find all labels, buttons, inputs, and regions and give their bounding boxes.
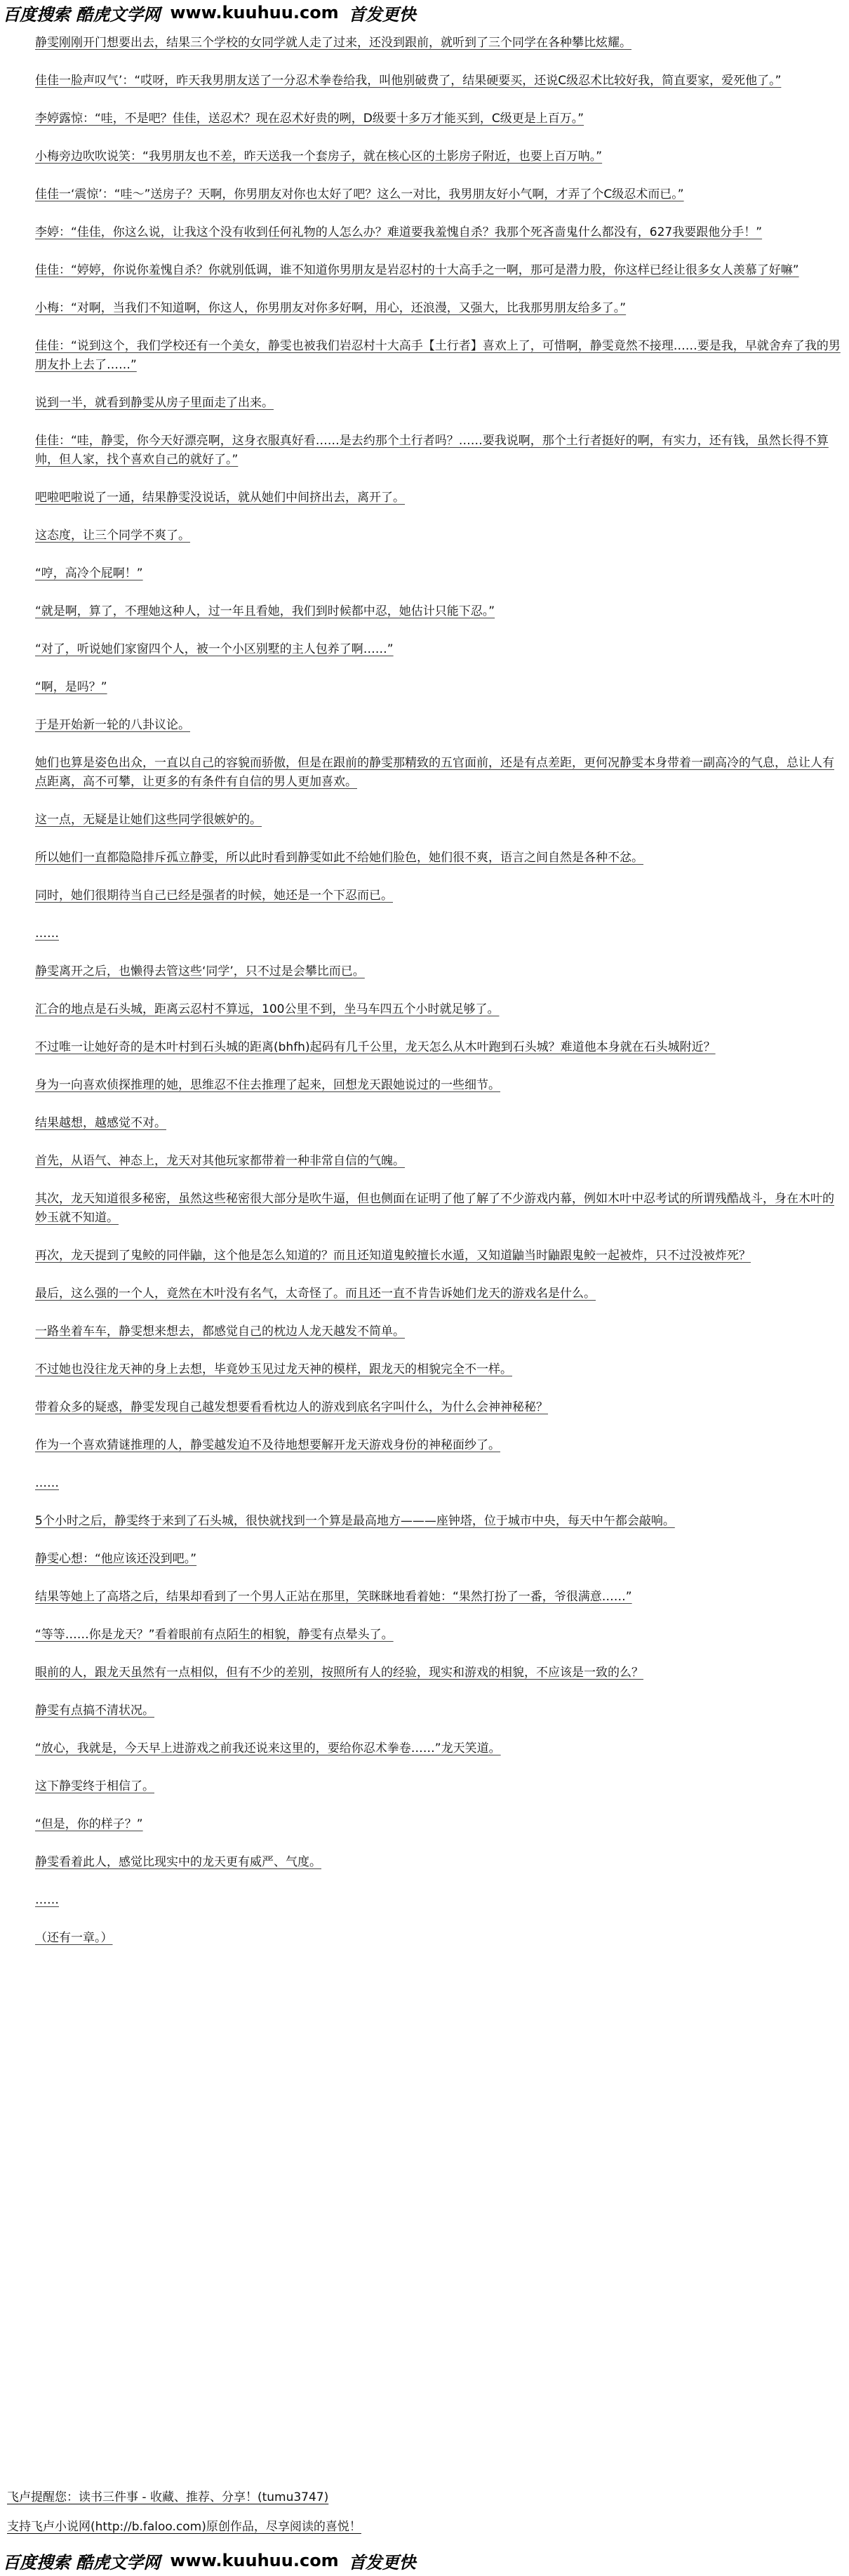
site-logo-text: 百度搜索 酷虎文学网	[3, 4, 161, 25]
paragraph: 其次，龙天知道很多秘密，虽然这些秘密很大部分是吹牛逼，但也侧面在证明了他了解了不少游戏内幕，例如木叶中忍考试的所谓残酷战斗，身在木叶的妙玉就不知道。	[35, 1192, 834, 1225]
paragraph: 汇合的地点是石头城，距离云忍村不算远，100公里不到，坐马车四五个小时就足够了。	[35, 1002, 500, 1016]
header-banner	[0, 0, 849, 25]
paragraph: 结果等她上了高塔之后，结果却看到了一个男人正站在那里，笑眯眯地看着她：“果然打扮了一番，爷很满意……”	[35, 1590, 632, 1604]
paragraph: 所以她们一直都隐隐排斥孤立静雯，所以此时看到静雯如此不给她们脸色，她们很不爽，语言之间自然是各种不忿。	[35, 851, 643, 865]
paragraph: 佳佳：“哇，静雯，你今天好漂亮啊，这身衣服真好看……是去约那个土行者吗？……要我说啊，那个土行者挺好的啊，有实力，还有钱，虽然长得不算帅，但人家，找个喜欢自己的就好了。”	[35, 434, 829, 467]
paragraph: 再次，龙天提到了鬼鲛的同伴鼬，这个他是怎么知道的？而且还知道鬼鲛擅长水遁，又知道鼬当时鼬跟鬼鲛一起被炸，只不过没被炸死？	[35, 1249, 751, 1263]
paragraph: 小梅旁边吹吹说笑：“我男朋友也不差，昨天送我一个套房子，就在核心区的土影房子附近，也要上百万呐。”	[35, 150, 603, 164]
paragraph: 首先，从语气、神态上，龙天对其他玩家都带着一种非常自信的气魄。	[35, 1154, 405, 1168]
paragraph: “对了，听说她们家窗四个人，被一个小区别墅的主人包养了啊……”	[35, 642, 394, 656]
paragraph: 不过唯一让她好奇的是木叶村到石头城的距离(bhfh)起码有几千公里，龙天怎么从木叶跑到石头城？难道他本身就在石头城附近？	[35, 1040, 716, 1054]
paragraph: 静雯离开之后，也懒得去管这些‘同学’，只不过是会攀比而已。	[35, 964, 365, 978]
paragraph: 她们也算是姿色出众，一直以自己的容貌而骄傲，但是在跟前的静雯那精致的五官面前，还是有点差距，更何况静雯本身带着一副高冷的气息，总让人有点距离，高不可攀，让更多的有条件有自信的男人更加喜欢。	[35, 756, 834, 789]
paragraph: 不过她也没往龙天神的身上去想，毕竟妙玉见过龙天神的模样，跟龙天的相貌完全不一样。	[35, 1362, 512, 1376]
paragraph: 身为一向喜欢侦探推理的她，思维忍不住去推理了起来，回想龙天跟她说过的一些细节。	[35, 1078, 500, 1092]
paragraph: 李婷露惊：“哇，不是吧？佳佳，送忍术？现在忍术好贵的咧，D级要十多万才能买到，C级更是上百万。”	[35, 112, 584, 126]
paragraph: “等等……你是龙天？”看着眼前有点陌生的相貌，静雯有点晕头了。	[35, 1628, 394, 1642]
paragraph: “但是，你的样子？”	[35, 1817, 143, 1831]
paragraph: 5个小时之后，静雯终于来到了石头城，很快就找到一个算是最高地方———座钟塔，位于城市中央，每天中午都会敲响。	[35, 1514, 675, 1528]
paragraph: 静雯看着此人，感觉比现实中的龙天更有威严、气度。	[35, 1855, 321, 1869]
paragraph: 静雯有点搞不清状况。	[35, 1704, 154, 1718]
paragraph: 眼前的人，跟龙天虽然有一点相似，但有不少的差别，按照所有人的经验，现实和游戏的相貌，不应该是一致的么？	[35, 1666, 643, 1680]
paragraph: 佳佳：“婷婷，你说你羞愧自杀？你就别低调，谁不知道你男朋友是岩忍村的十大高手之一啊，那可是潜力股，你这样已经让很多女人羡慕了好嘛”	[35, 263, 799, 277]
paragraph: 这一点，无疑是让她们这些同学很嫉妒的。	[35, 813, 262, 827]
paragraph: 结果越想，越感觉不对。	[35, 1116, 166, 1130]
paragraph: 李婷：“佳佳，你这么说，让我这个没有收到任何礼物的人怎么办？难道要我羞愧自杀？我那个死吝啬鬼什么都没有，627我要跟他分手！”	[35, 225, 763, 239]
paragraph: 这态度，让三个同学不爽了。	[35, 529, 190, 543]
paragraph: 作为一个喜欢猜谜推理的人，静雯越发迫不及待地想要解开龙天游戏身份的神秘面纱了。	[35, 1438, 500, 1452]
paragraph: ……	[35, 1476, 59, 1490]
paragraph: 静雯心想：“他应该还没到吧。”	[35, 1552, 197, 1566]
paragraph: “就是啊，算了，不理她这种人，过一年且看她，我们到时候都中忍，她估计只能下忍。”	[35, 604, 495, 618]
paragraph: 佳佳一‘震惊’：“哇～”送房子？天啊，你男朋友对你也太好了吧？这么一对比，我男朋友好小气啊，才弄了个C级忍术而已。”	[35, 187, 684, 201]
site-url-link[interactable]: www.kuuhuu.com	[170, 2551, 339, 2570]
footer-banner	[0, 2548, 849, 2573]
paragraph: “哼，高冷个屁啊！”	[35, 566, 143, 580]
paragraph: “啊，是吗？”	[35, 680, 107, 694]
paragraph: 最后，这么强的一个人，竟然在木叶没有名气，太奇怪了。而且还一直不肯告诉她们龙天的游戏名是什么。	[35, 1287, 596, 1301]
paragraph: 同时，她们很期待当自己已经是强者的时候，她还是一个下忍而已。	[35, 889, 393, 903]
paragraph: ……	[35, 927, 59, 941]
footer-support-link[interactable]: 支持飞卢小说网(http://b.faloo.com)原创作品，尽享阅读的喜悦！	[7, 2520, 361, 2534]
site-logo-text: 百度搜索 酷虎文学网	[3, 2551, 161, 2572]
paragraph: 带着众多的疑惑，静雯发现自己越发想要看看枕边人的游戏到底名字叫什么，为什么会神神秘秘？	[35, 1400, 548, 1414]
footer-reminder: 飞卢提醒您：读书三件事 - 收藏、推荐、分享！(tumu3747)	[7, 2490, 329, 2504]
paragraph: 小梅：“对啊，当我们不知道啊，你这人，你男朋友对你多好啊，用心，还浪漫，又强大，比我那男朋友给多了。”	[35, 301, 627, 315]
site-url-link[interactable]: www.kuuhuu.com	[170, 3, 339, 22]
paragraph: 说到一半，就看到静雯从房子里面走了出来。	[35, 396, 274, 410]
paragraph: 佳佳：“说到这个，我们学校还有一个美女，静雯也被我们岩忍村十大高手【土行者】喜欢上了，可惜啊，静雯竟然不接理……要是我，早就舍弃了我的男朋友扑上去了……”	[35, 339, 841, 372]
chapter-body	[7, 34, 842, 1967]
paragraph: ……	[35, 1893, 59, 1907]
paragraph: 于是开始新一轮的八卦议论。	[35, 718, 190, 732]
paragraph: 静雯刚刚开门想要出去，结果三个学校的女同学就人走了过来，还没到跟前，就听到了三个同学在各种攀比炫耀。	[35, 36, 631, 50]
paragraph: （还有一章。）	[35, 1931, 113, 1945]
site-tagline: 首发更快	[348, 2551, 416, 2572]
paragraph: 佳佳一脸声叹气’：“哎呀，昨天我男朋友送了一分忍术拳卷给我，叫他别破费了，结果硬要买，还说C级忍术比较好我，简直要家，爱死他了。”	[35, 74, 782, 88]
paragraph: 这下静雯终于相信了。	[35, 1779, 154, 1793]
site-tagline: 首发更快	[348, 4, 416, 25]
paragraph: “放心，我就是，今天早上进游戏之前我还说来这里的，要给你忍术拳卷……”龙天笑道。	[35, 1741, 501, 1755]
paragraph: 吧啦吧啦说了一通，结果静雯没说话，就从她们中间挤出去，离开了。	[35, 491, 405, 505]
paragraph: 一路坐着车车，静雯想来想去，都感觉自己的枕边人龙天越发不简单。	[35, 1324, 405, 1339]
